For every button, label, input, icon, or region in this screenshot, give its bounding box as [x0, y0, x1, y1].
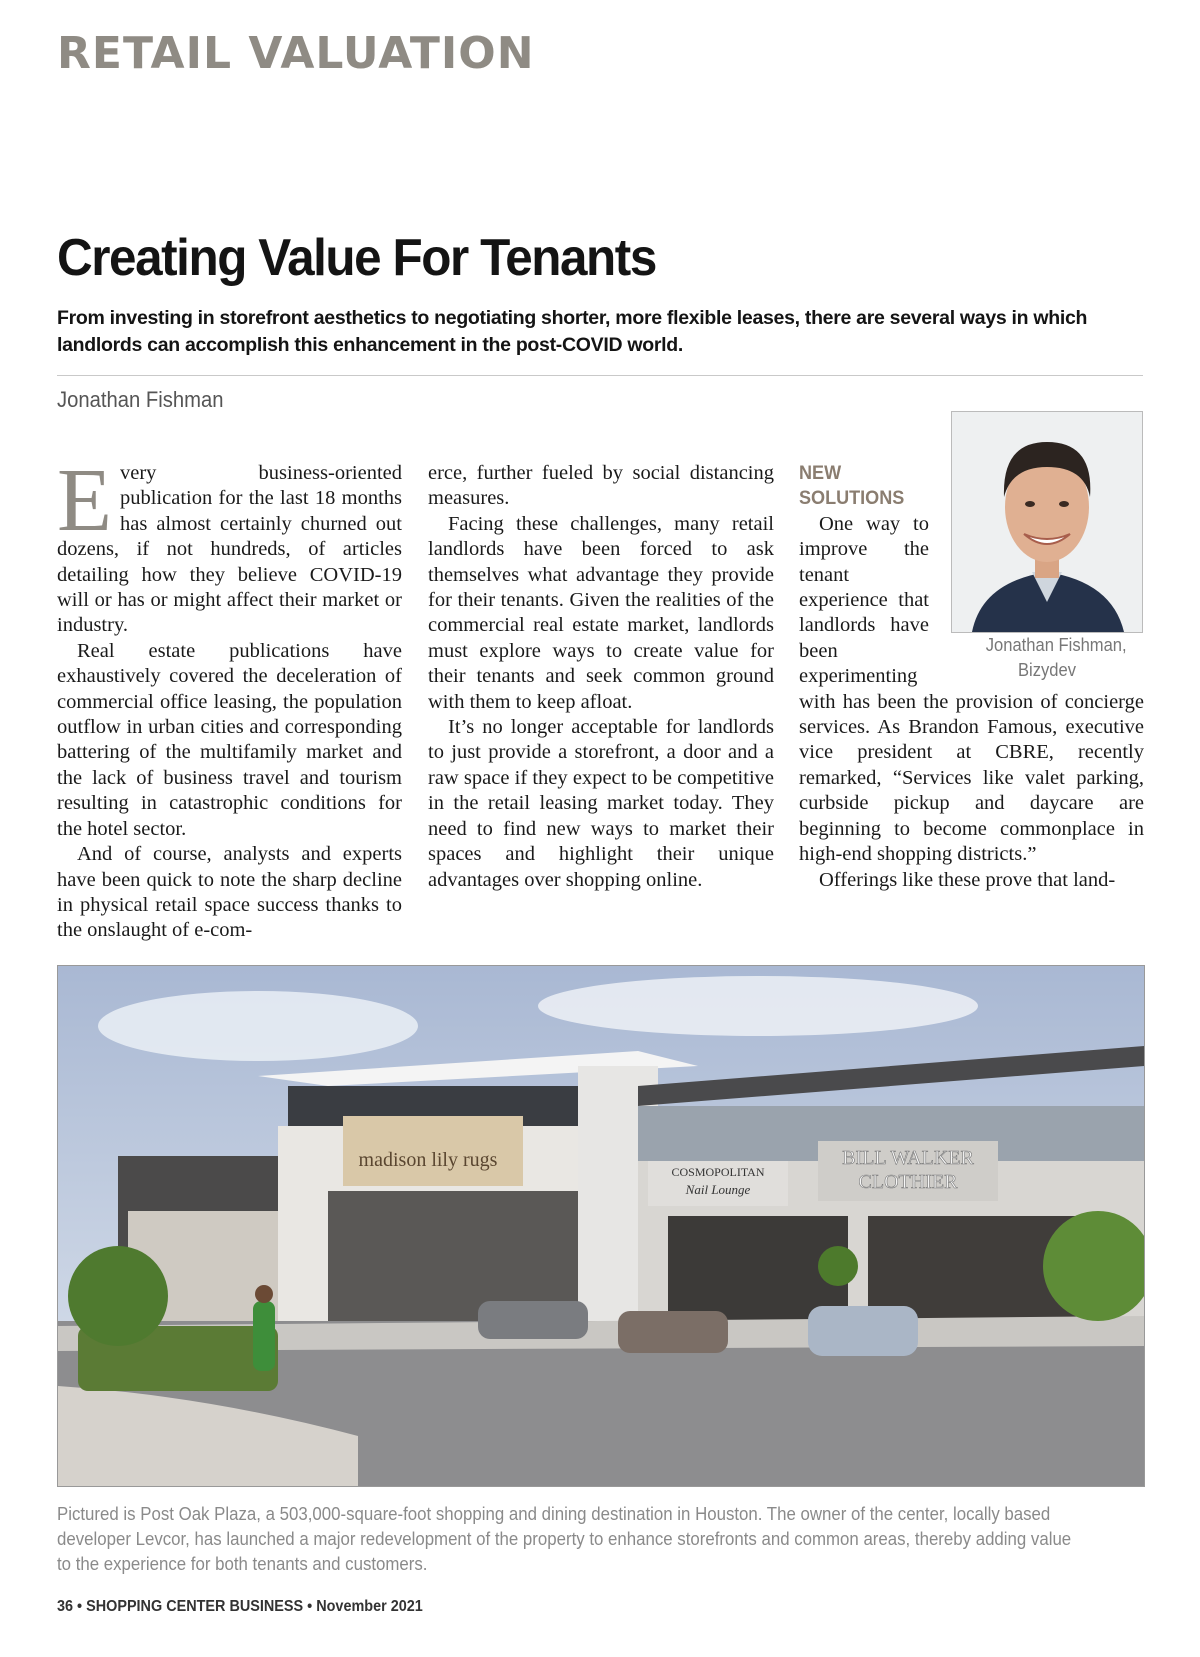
paragraph [57, 842, 402, 944]
paragraph [57, 451, 402, 639]
clothier-sign: CLOTHIER [858, 1171, 958, 1193]
madison-sign: madison lily rugs [358, 1149, 498, 1171]
portrait-caption-name: Jonathan Fishman, [985, 635, 1127, 655]
subhead-text: NEW SOLUTIONS [799, 463, 905, 510]
paragraph [428, 715, 774, 893]
paragraph-text: It’s no longer acceptable for landlords to just provide a storefront, a door and a raw space if they expect to be competitive in the retail leasing market today. They need to find new ways to market their spaces and highlight their unique advantages over shopping online. [428, 716, 774, 891]
paragraph-text: Real estate publications have exhaustively covered the deceleration of commercial office leasing, the population outflow in urban cities and corresponding battering of the multifamily market and the lack of business travel and tourism resulting in catastrophic conditions for the hotel sector. [57, 639, 402, 840]
nail-lounge-sign: Nail Lounge [685, 1182, 751, 1197]
divider-rule [57, 375, 1143, 376]
article-column-1 [57, 451, 402, 944]
shopping-center-rendering [58, 966, 1144, 1486]
headline: Creating Value For Tenants [57, 229, 656, 287]
author-photo-box [947, 411, 1147, 683]
portrait-caption [955, 633, 1139, 683]
paragraph-text: And of course, analysts and experts have been quick to note the sharp decline in physical retail space success thanks to the onslaught of e-com- [57, 843, 402, 942]
paragraph [428, 512, 774, 715]
hero-photo [57, 965, 1145, 1487]
photo-caption: Pictured is Post Oak Plaza, a 503,000-square-foot shopping and dining destination in Houston. The owner of the center, locally based developer Levcor, has launched a major redevelopment of the property to enhance storefronts and common areas, thereby adding value to the experience for both tenants and customers. [57, 1504, 1072, 1574]
paragraph-text: One way to improve the tenant experience that landlords have been experimenting with has been the provision of concierge services. As Brandon Famous, executive vice president at CBRE, recently remarked, “Services like valet parking, curbside pickup and daycare are beginning to become commonplace in high-end shopping districts.” [799, 512, 1144, 866]
paragraph-continued [428, 461, 774, 512]
paragraph [57, 639, 402, 842]
paragraph-text: Offerings like these prove that land- [819, 868, 1116, 891]
section-label: RETAIL VALUATION [57, 28, 535, 79]
subhead [799, 461, 1127, 512]
article-column-2 [428, 461, 774, 893]
article-column-3 [799, 461, 1144, 893]
drop-cap: E [57, 451, 112, 550]
paragraph [799, 868, 1144, 893]
byline: Jonathan Fishman [57, 387, 224, 412]
author-portrait [951, 411, 1143, 633]
portrait-caption-company: Bizydev [1018, 660, 1076, 680]
cosmopolitan-sign: COSMOPOLITAN [671, 1165, 765, 1179]
paragraph-text: Facing these challenges, many retail landlords have been forced to ask themselves what advantage they provide for their tenants. Given the realities of the commercial real estate market, landlords must explore ways to create value for their tenants and seek common ground with them to keep afloat. [428, 512, 774, 713]
deck: From investing in storefront aesthetics to negotiating shorter, more flexible leases, there are several ways in which landlords can accomplish this enhancement in the post-COVID world. [57, 307, 1088, 356]
page-folio: 36 • SHOPPING CENTER BUSINESS • November 2021 [57, 1598, 423, 1615]
paragraph-text: very business-oriented publication for the last 18 months has almost certainly churned out dozens, if not hundreds, of articles detailing how they believe COVID-19 will or has or might affect their market or industry. [57, 462, 402, 637]
paragraph-text: erce, further fueled by social distancing measures. [428, 462, 774, 510]
bill-walker-sign: BILL WALKER [842, 1147, 974, 1169]
